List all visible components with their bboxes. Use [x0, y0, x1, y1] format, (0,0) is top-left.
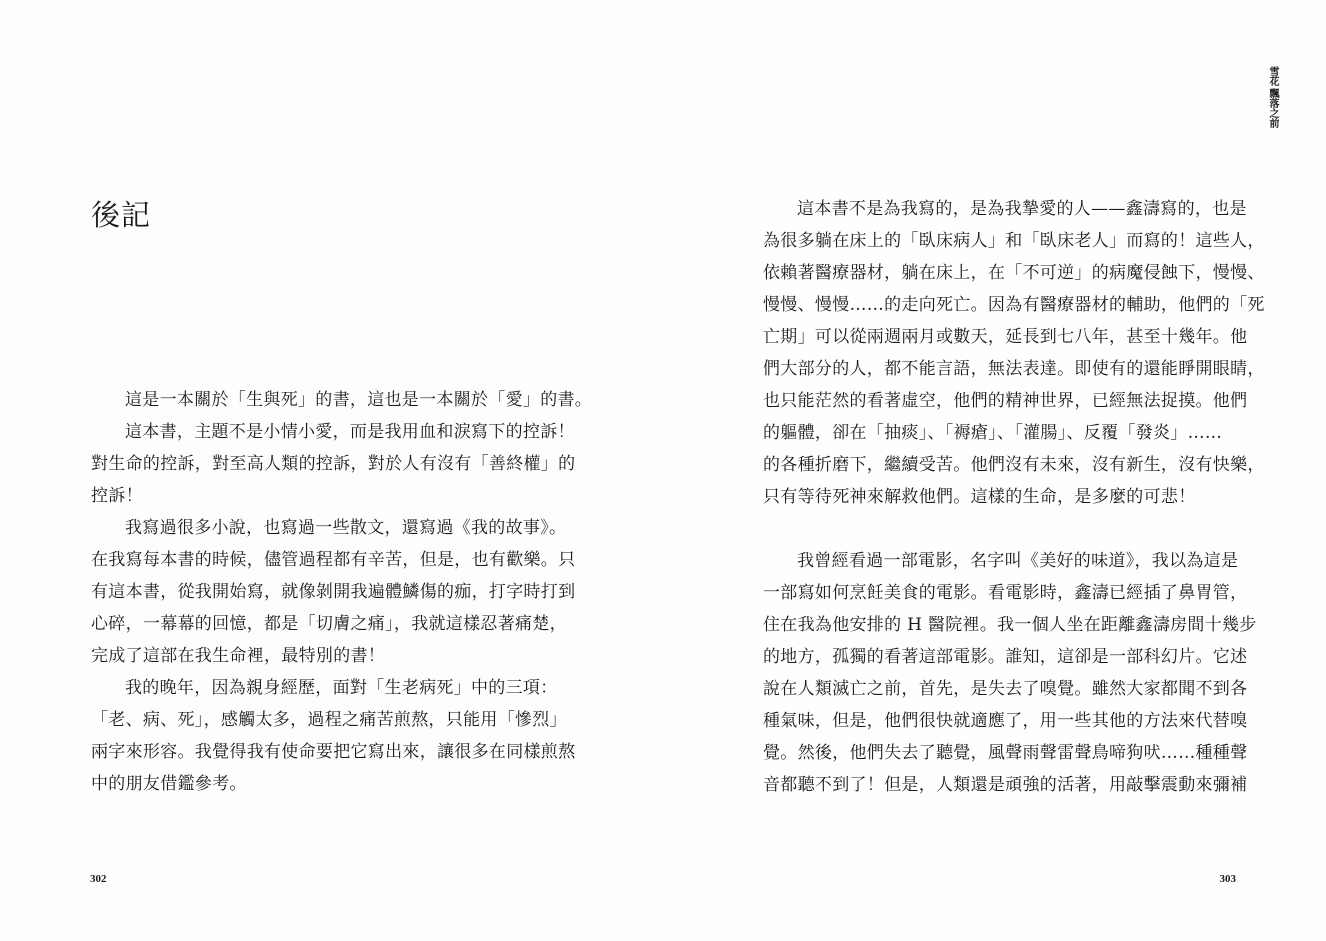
text-line: 在我寫每本書的時候，儘管過程都有辛苦，但是，也有歡樂。只: [91, 550, 576, 570]
right-page: [663, 0, 1326, 941]
text-line: 種氣味，但是，他們很快就適應了，用一些其他的方法來代替嗅: [763, 711, 1248, 731]
text-line: 兩字來形容。我覺得我有使命要把它寫出來，讓很多在同樣煎熬: [91, 742, 576, 762]
text-line: 對生命的控訴，對至高人類的控訴，對於人有沒有「善終權」的: [91, 454, 576, 474]
text-line: 音都聽不到了！但是，人類還是頑強的活著，用敲擊震動來彌補: [763, 775, 1248, 795]
text-line: 們大部分的人，都不能言語，無法表達。即使有的還能睜開眼睛，: [763, 359, 1265, 379]
right-paragraph-2: [763, 545, 1257, 801]
text-line: 這本書不是為我寫的，是為我摯愛的人——鑫濤寫的，也是: [797, 199, 1247, 219]
text-line: 也只能茫然的看著虛空，他們的精神世界，已經無法捉摸。他們: [763, 391, 1248, 411]
text-line: 我寫過很多小說，也寫過一些散文，還寫過《我的故事》。: [125, 518, 567, 538]
text-line: 為很多躺在床上的「臥床病人」和「臥床老人」而寫的！這些人，: [763, 231, 1265, 251]
page-number: 302: [90, 873, 107, 885]
text-line: 「老、病、死」，感觸太多，過程之痛苦煎熬，只能用「慘烈」: [91, 710, 567, 730]
left-body-text: [91, 384, 593, 800]
text-line: 有這本書，從我開始寫，就像剝開我遍體鱗傷的痂，打字時打到: [91, 582, 576, 602]
text-line: 中的朋友借鑑參考。: [91, 774, 247, 794]
text-line: 的地方，孤獨的看著這部電影。誰知，這卻是一部科幻片。它述: [763, 647, 1248, 667]
text-line: 我曾經看過一部電影，名字叫《美好的味道》，我以為這是: [797, 551, 1239, 571]
text-line: 的軀體，卻在「抽痰」、「褥瘡」、「灌腸」、反覆「發炎」……: [763, 423, 1223, 443]
text-line: 說在人類滅亡之前，首先，是失去了嗅覺。雖然大家都聞不到各: [763, 679, 1248, 699]
text-line: 只有等待死神來解救他們。這樣的生命，是多麼的可悲！: [763, 487, 1196, 507]
running-head-line: 雪花: [1267, 66, 1278, 86]
text-line: 這本書，主題不是小情小愛，而是我用血和淚寫下的控訴！: [125, 422, 575, 442]
running-head-line: 飄落之前: [1267, 88, 1278, 128]
text-line: 亡期」可以從兩週兩月或數天，延長到七八年，甚至十幾年。他: [763, 327, 1248, 347]
text-line: 一部寫如何烹飪美食的電影。看電影時，鑫濤已經插了鼻胃管，: [763, 583, 1248, 603]
chapter-title: 後記: [91, 198, 152, 232]
text-line: 這是一本關於「生與死」的書，這也是一本關於「愛」的書。: [125, 390, 593, 410]
text-line: 住在我為他安排的 H 醫院裡。我一個人坐在距離鑫濤房間十幾步: [763, 615, 1257, 635]
text-line: 控訴！: [91, 486, 143, 506]
text-line: 心碎，一幕幕的回憶，都是「切膚之痛」，我就這樣忍著痛楚，: [91, 614, 567, 634]
text-line: 我的晚年，因為親身經歷，面對「生老病死」中的三項：: [125, 678, 558, 698]
page-number: 303: [1219, 873, 1236, 885]
text-line: 依賴著醫療器材，躺在床上，在「不可逆」的病魔侵蝕下，慢慢、: [763, 263, 1265, 283]
right-paragraph-1: [763, 193, 1265, 513]
text-line: 完成了這部在我生命裡，最特別的書！: [91, 646, 386, 666]
running-head: [1267, 66, 1278, 128]
text-line: 的各種折磨下，繼續受苦。他們沒有未來，沒有新生，沒有快樂，: [763, 455, 1265, 475]
text-line: 覺。然後，他們失去了聽覺，風聲雨聲雷聲鳥啼狗吠……種種聲: [763, 743, 1248, 763]
text-line: 慢慢、慢慢……的走向死亡。因為有醫療器材的輔助，他們的「死: [763, 295, 1265, 315]
